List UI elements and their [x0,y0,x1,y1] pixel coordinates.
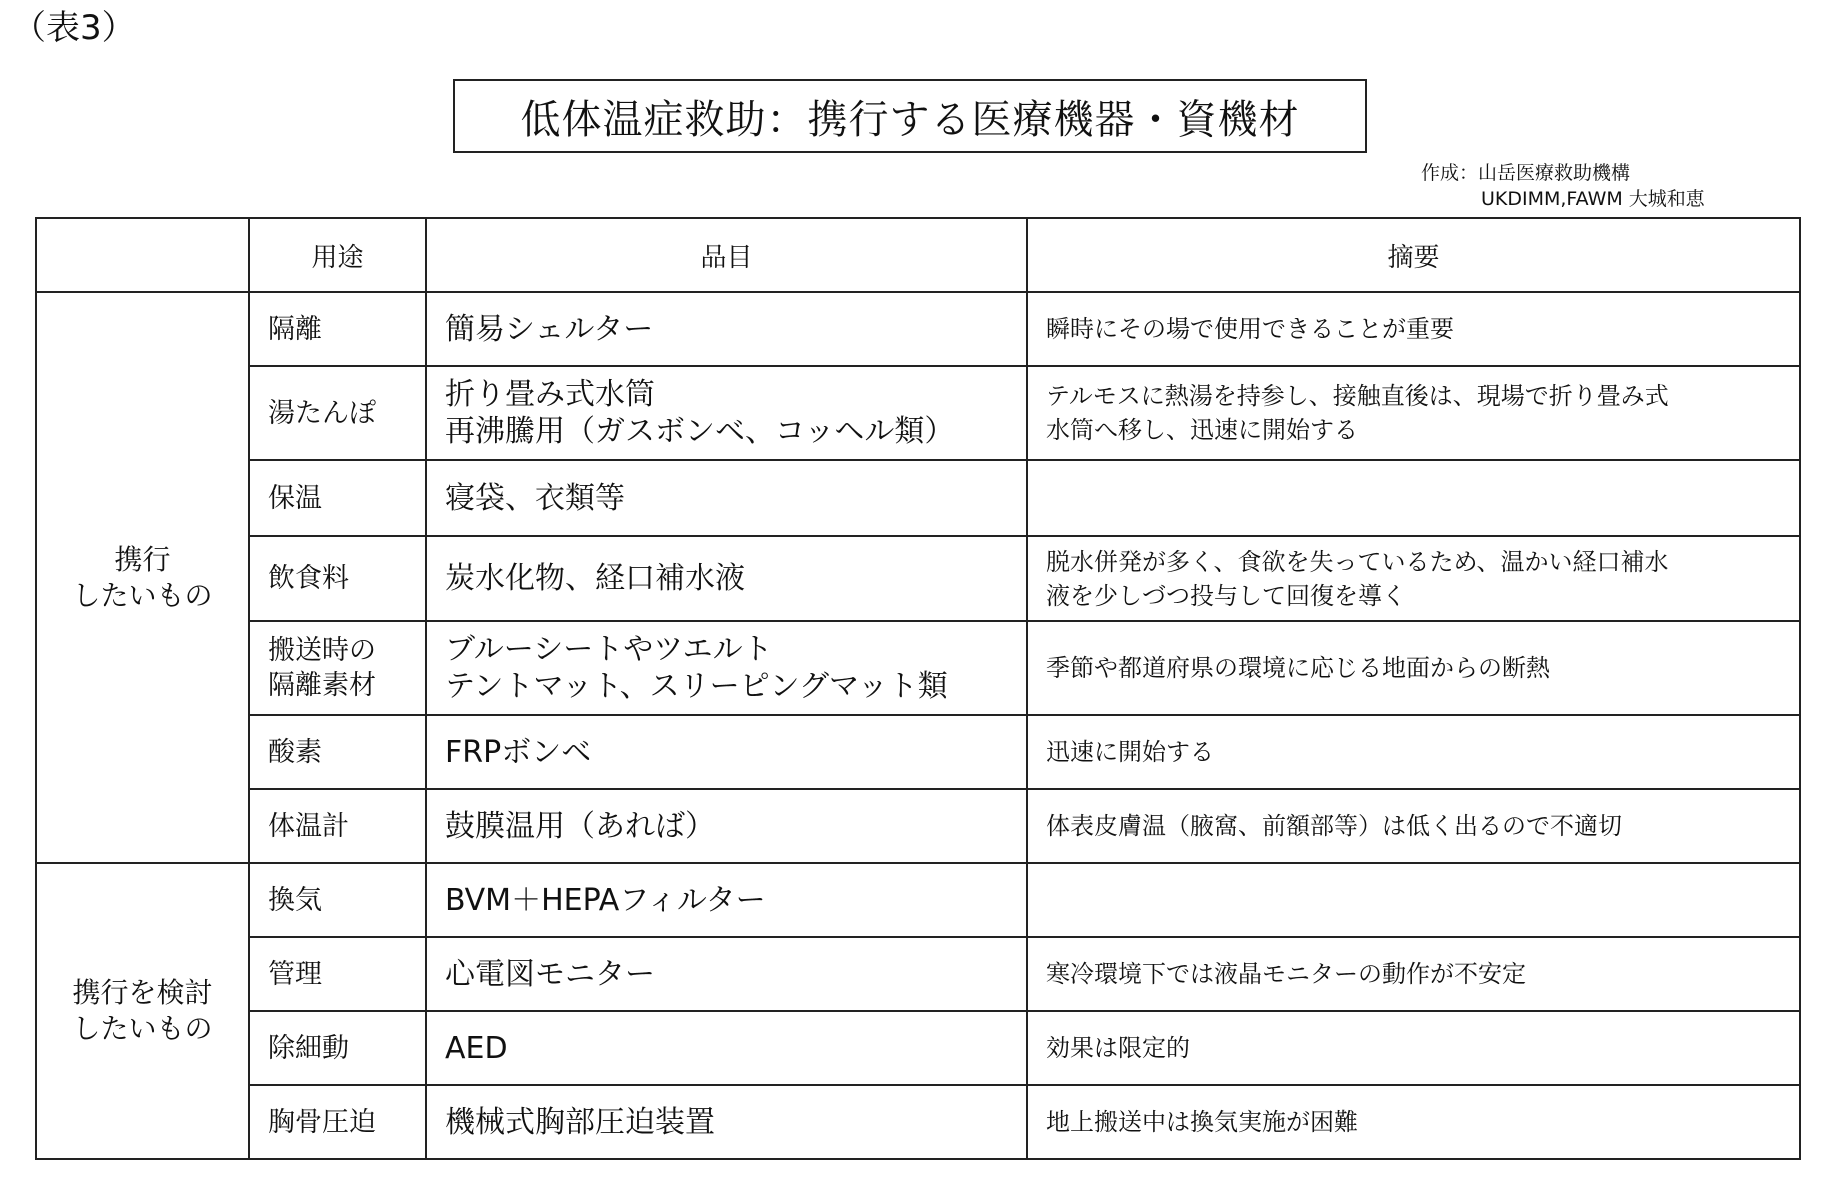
note-cell: 寒冷環境下では液晶モニターの動作が不安定 [1027,937,1800,1011]
header-note: 摘要 [1027,218,1800,292]
table-label: （表3） [12,8,136,48]
header-use: 用途 [249,218,426,292]
table-row [36,460,1800,536]
item-cell: 折り畳み式水筒 再沸騰用（ガスボンベ、コッヘル類） [426,366,1027,460]
item-cell: 簡易シェルター [426,292,1027,366]
note-cell: テルモスに熱湯を持参し、接触直後は、現場で折り畳み式 水筒へ移し、迅速に開始する [1027,366,1800,460]
use-cell: 飲食料 [249,536,426,621]
use-cell: 隔離 [249,292,426,366]
group-label-carry: 携行 したいもの [36,292,249,863]
item-cell: 寝袋、衣類等 [426,460,1027,536]
header-group [36,218,249,292]
author-line-1: 作成：山岳医療救助機構 [1421,162,1631,184]
note-cell: 効果は限定的 [1027,1011,1800,1085]
group-label-consider: 携行を検討 したいもの [36,863,249,1159]
item-cell: 炭水化物、経口補水液 [426,536,1027,621]
note-cell: 季節や都道府県の環境に応じる地面からの断熱 [1027,621,1800,715]
table-row [36,366,1800,460]
item-cell: BVM＋HEPAフィルター [426,863,1027,937]
note-cell: 体表皮膚温（腋窩、前額部等）は低く出るので不適切 [1027,789,1800,863]
header-item: 品目 [426,218,1027,292]
table-row [36,863,1800,937]
use-cell: 胸骨圧迫 [249,1085,426,1159]
equipment-table [35,217,1801,1160]
table-row [36,621,1800,715]
use-cell: 体温計 [249,789,426,863]
note-cell [1027,863,1800,937]
note-cell: 迅速に開始する [1027,715,1800,789]
table-row [36,1011,1800,1085]
item-cell: FRPボンベ [426,715,1027,789]
item-cell: 心電図モニター [426,937,1027,1011]
use-cell: 酸素 [249,715,426,789]
table-row [36,715,1800,789]
table-row [36,292,1800,366]
use-cell: 管理 [249,937,426,1011]
use-cell: 搬送時の 隔離素材 [249,621,426,715]
use-cell: 湯たんぽ [249,366,426,460]
note-cell: 瞬時にその場で使用できることが重要 [1027,292,1800,366]
note-cell: 脱水併発が多く、食欲を失っているため、温かい経口補水 液を少しづつ投与して回復を導く [1027,536,1800,621]
table-row [36,536,1800,621]
use-cell: 換気 [249,863,426,937]
item-cell: AED [426,1011,1027,1085]
table-row [36,1085,1800,1159]
use-cell: 除細動 [249,1011,426,1085]
author-line-2: UKDIMM,FAWM 大城和恵 [1481,188,1705,210]
note-cell: 地上搬送中は換気実施が困難 [1027,1085,1800,1159]
use-cell: 保温 [249,460,426,536]
item-cell: 機械式胸部圧迫装置 [426,1085,1027,1159]
header-row [36,218,1800,292]
table-title: 低体温症救助：携行する医療機器・資機材 [453,79,1367,153]
item-cell: 鼓膜温用（あれば） [426,789,1027,863]
author-credit [1421,160,1705,212]
note-cell [1027,460,1800,536]
table-row [36,789,1800,863]
item-cell: ブルーシートやツエルト テントマット、スリーピングマット類 [426,621,1027,715]
table-row [36,937,1800,1011]
